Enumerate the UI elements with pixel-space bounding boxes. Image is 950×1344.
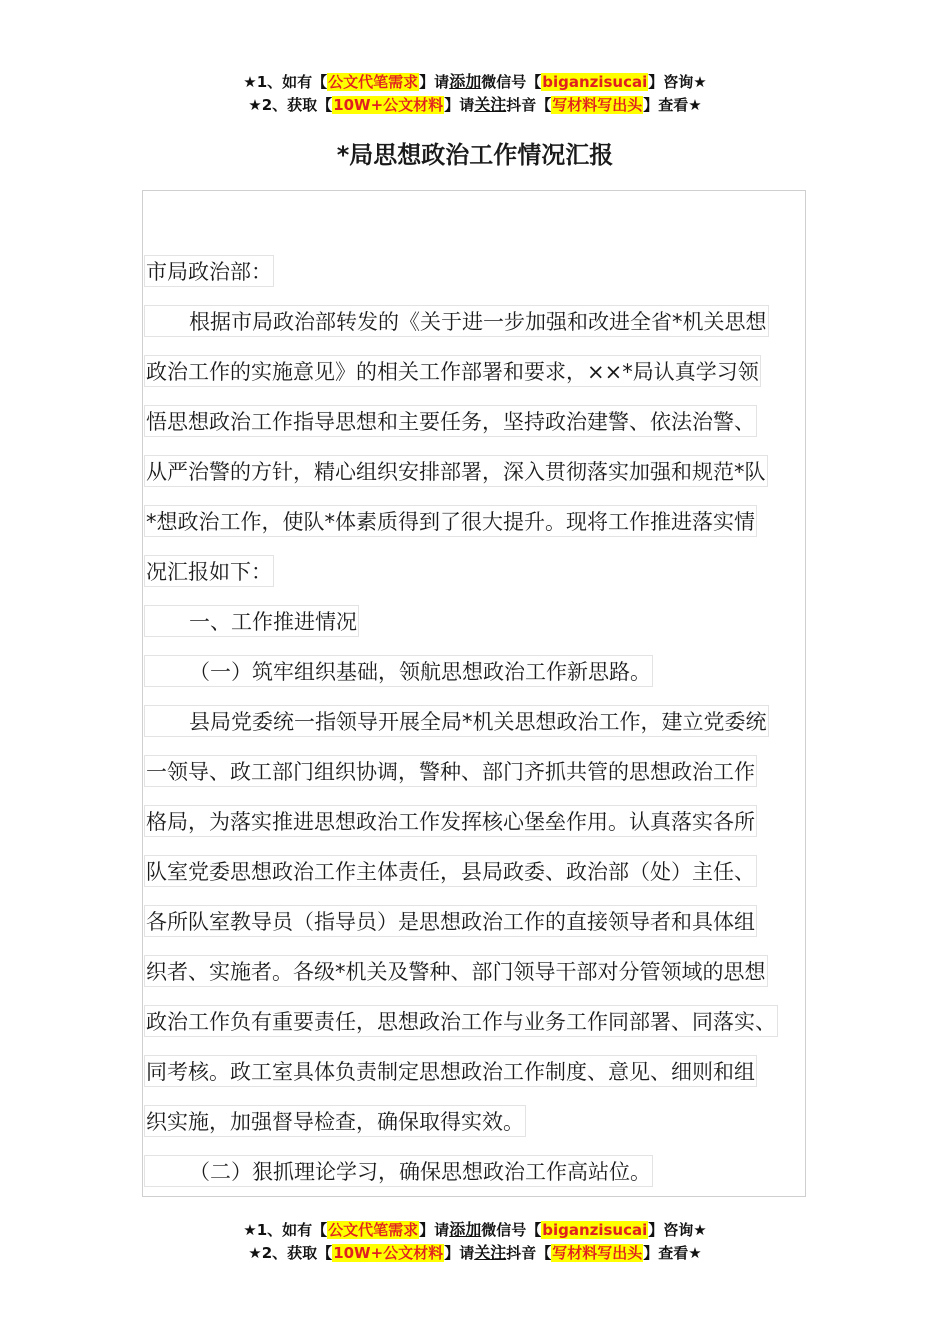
banner-emphasis: 关注 <box>474 95 507 114</box>
paragraph-line: 织者、实施者。各级*机关及警种、部门领导干部对分管领域的思想 <box>144 955 824 1005</box>
document-body <box>144 255 824 1205</box>
banner-text: 】请 <box>444 96 475 114</box>
banner-highlight: 10W+公文材料 <box>333 1244 444 1262</box>
section-heading: 一、工作推进情况 <box>144 605 824 655</box>
paragraph-line: 同考核。政工室具体负责制定思想政治工作制度、意见、细则和组 <box>144 1055 824 1105</box>
paragraph-line: 悟思想政治工作指导思想和主要任务，坚持政治建警、依法治警、 <box>144 405 824 455</box>
banner-highlight: 10W+公文材料 <box>333 96 444 114</box>
banner-text: 】请 <box>419 73 450 91</box>
paragraph-line: 一领导、政工部门组织协调，警种、部门齐抓共管的思想政治工作 <box>144 755 824 805</box>
document-title: *局思想政治工作情况汇报 <box>336 141 614 169</box>
banner-emphasis: 添加 <box>449 72 482 91</box>
banner-line-1 <box>0 1218 950 1241</box>
banner-text: 】请 <box>444 1244 475 1262</box>
paragraph-line: 根据市局政治部转发的《关于进一步加强和改进全省*机关思想 <box>144 305 824 355</box>
banner-wechat-id: biganzisucai <box>542 1221 648 1239</box>
paragraph-line: 从严治警的方针，精心组织安排部署，深入贯彻落实加强和规范*队 <box>144 455 824 505</box>
paragraph-line: 队室党委思想政治工作主体责任，县局政委、政治部（处）主任、 <box>144 855 824 905</box>
banner-line-2 <box>0 1241 950 1264</box>
banner-line-2 <box>0 93 950 116</box>
banner-text: ★2、获取【 <box>248 1244 333 1262</box>
banner-text: ★2、获取【 <box>248 96 333 114</box>
subsection-heading: （二）狠抓理论学习，确保思想政治工作高站位。 <box>144 1155 824 1205</box>
banner-text: 】查看★ <box>643 1244 702 1262</box>
banner-text: 微信号【 <box>481 1221 542 1239</box>
paragraph-line: 格局，为落实推进思想政治工作发挥核心堡垒作用。认真落实各所 <box>144 805 824 855</box>
banner-text: 抖音【 <box>506 1244 552 1262</box>
top-banner <box>0 70 950 116</box>
banner-text: 】咨询★ <box>648 73 707 91</box>
banner-highlight: 写材料写出头 <box>552 1244 643 1262</box>
paragraph-line: 织实施，加强督导检查，确保取得实效。 <box>144 1105 824 1155</box>
paragraph-line: 政治工作负有重要责任，思想政治工作与业务工作同部署、同落实、 <box>144 1005 824 1055</box>
banner-text: ★1、如有【 <box>243 1221 328 1239</box>
paragraph-line: 各所队室教导员（指导员）是思想政治工作的直接领导者和具体组 <box>144 905 824 955</box>
paragraph-line: 况汇报如下： <box>144 555 824 605</box>
paragraph-line: 县局党委统一指领导开展全局*机关思想政治工作，建立党委统 <box>144 705 824 755</box>
subsection-heading: （一）筑牢组织基础，领航思想政治工作新思路。 <box>144 655 824 705</box>
banner-text: 微信号【 <box>481 73 542 91</box>
banner-text: 】请 <box>419 1221 450 1239</box>
banner-highlight: 写材料写出头 <box>552 96 643 114</box>
banner-wechat-id: biganzisucai <box>542 73 648 91</box>
banner-text: 】咨询★ <box>648 1221 707 1239</box>
banner-line-1 <box>0 70 950 93</box>
banner-emphasis: 添加 <box>449 1220 482 1239</box>
paragraph-line: 政治工作的实施意见》的相关工作部署和要求，××*局认真学习领 <box>144 355 824 405</box>
banner-emphasis: 关注 <box>474 1243 507 1262</box>
banner-text: 抖音【 <box>506 96 552 114</box>
banner-highlight: 公文代笔需求 <box>328 73 419 91</box>
banner-highlight: 公文代笔需求 <box>328 1221 419 1239</box>
bottom-banner <box>0 1218 950 1264</box>
paragraph-line: *想政治工作，使队*体素质得到了很大提升。现将工作推进落实情 <box>144 505 824 555</box>
banner-text: ★1、如有【 <box>243 73 328 91</box>
banner-text: 】查看★ <box>643 96 702 114</box>
salutation: 市局政治部： <box>144 255 824 305</box>
